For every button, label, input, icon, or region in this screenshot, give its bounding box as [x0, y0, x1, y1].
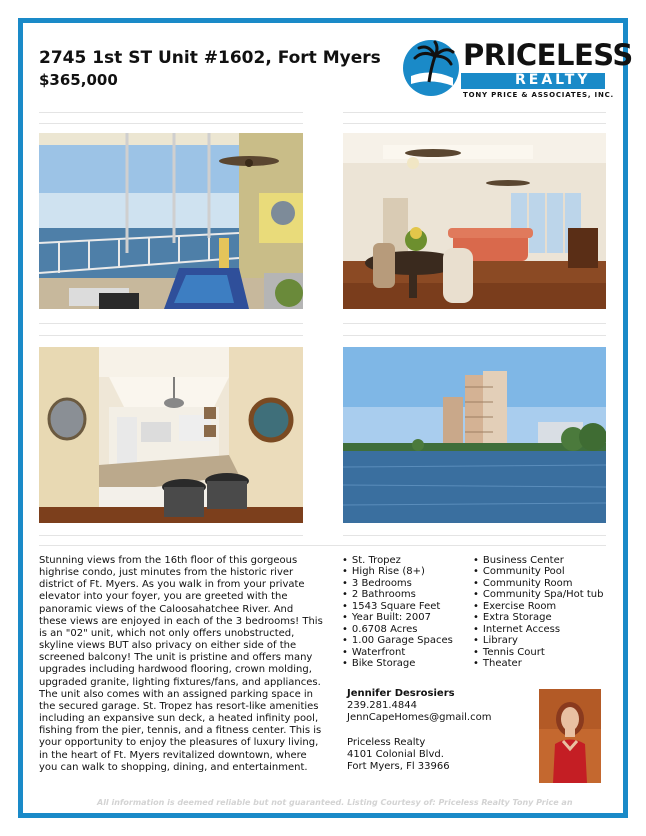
- agent-email[interactable]: JennCapeHomes@gmail.com: [347, 712, 492, 724]
- feature-item: • 2 Bathrooms: [342, 589, 453, 600]
- feature-item: • Year Built: 2007: [342, 612, 453, 623]
- priceless-realty-logo: [401, 38, 633, 102]
- header-divider: [343, 123, 606, 124]
- feature-item: • 0.6708 Acres: [342, 624, 453, 635]
- amenity-item: • Business Center: [473, 555, 604, 566]
- amenity-item: • Community Spa/Hot tub: [473, 589, 604, 600]
- amenity-list: [473, 555, 604, 670]
- logo-wordmark: PRICELESS: [463, 38, 633, 72]
- feature-item: • Waterfront: [342, 647, 453, 658]
- feature-item: • Bike Storage: [342, 658, 453, 669]
- amenity-item: • Internet Access: [473, 624, 604, 635]
- photo-building-waterfront-view: [343, 347, 606, 523]
- agent-contact: [347, 688, 491, 773]
- photo-living-dining-room: [343, 133, 606, 309]
- feature-list: [342, 555, 453, 670]
- listing-price: $365,000: [39, 71, 118, 89]
- photo-divider: [343, 323, 606, 324]
- amenity-item: • Exercise Room: [473, 601, 604, 612]
- listing-description: Stunning views from the 16th floor of this gorgeous highrise condo, just minutes from the historic river district of Ft. Myers. As you walk in from your private elevator into your foyer, you are greeted with the panoramic views of the Caloosahatchee River. And these views are enjoyed in each of the 3 bedrooms! This is an "02" unit, which not only offers unobstructed, skyline views BUT also privacy on either side of the screened balcony! The unit is pristine and offers many upgrades including hardwood flooring, crown molding, upgraded granite, lighting fixtures/fans, and appliances. The unit also comes with an assigned parking space in the secured garage. St. Tropez has resort-like amenities including an expansive sun deck, a heated infinity pool, fishing from the pier, tennis, and a fitness center. This is your opportunity to enjoy the pleasures of luxury living, in the heart of Ft. Myers revitalized downtown, where you can walk to shopping, dining, and entertainment.: [39, 555, 323, 773]
- header-divider: [39, 123, 303, 124]
- agent-name: Jennifer Desrosiers: [347, 688, 455, 699]
- photo-divider: [39, 323, 303, 324]
- agent-company: Priceless Realty: [347, 736, 426, 748]
- body-divider: [39, 545, 606, 546]
- body-divider: [39, 535, 303, 536]
- amenity-item: • Library: [473, 635, 604, 646]
- spacer: [347, 725, 491, 737]
- disclaimer-footer: All information is deemed reliable but not guaranteed. Listing Courtesy of: Priceless Realty Tony Price an: [97, 798, 573, 807]
- agent-phone[interactable]: 239.281.4844: [347, 700, 417, 712]
- photo-divider: [343, 335, 606, 336]
- listing-title: 2745 1st ST Unit #1602, Fort Myers: [39, 48, 381, 68]
- header-divider: [343, 112, 606, 113]
- palm-tree-logo-icon: [401, 38, 461, 98]
- amenity-item: • Community Pool: [473, 566, 604, 577]
- header-divider: [39, 112, 303, 113]
- amenity-item: • Tennis Court: [473, 647, 604, 658]
- amenity-item: • Theater: [473, 658, 604, 669]
- logo-realty: REALTY: [515, 72, 591, 88]
- feature-item: • High Rise (8+): [342, 566, 453, 577]
- agent-address-line2: Fort Myers, Fl 33966: [347, 761, 450, 773]
- logo-tagline: TONY PRICE & ASSOCIATES, INC.: [463, 91, 615, 99]
- feature-item: • 1.00 Garage Spaces: [342, 635, 453, 646]
- amenity-item: • Extra Storage: [473, 612, 604, 623]
- feature-item: • 3 Bedrooms: [342, 578, 453, 589]
- photo-screened-balcony: [39, 133, 303, 309]
- amenity-item: • Community Room: [473, 578, 604, 589]
- agent-address-line1: 4101 Colonial Blvd.: [347, 749, 444, 760]
- listing-header: [39, 38, 633, 110]
- feature-item: • St. Tropez: [342, 555, 453, 566]
- photo-divider: [39, 335, 303, 336]
- agent-photo: [539, 689, 601, 783]
- photo-kitchen-breakfast-bar: [39, 347, 303, 523]
- body-divider: [343, 535, 606, 536]
- feature-item: • 1543 Square Feet: [342, 601, 453, 612]
